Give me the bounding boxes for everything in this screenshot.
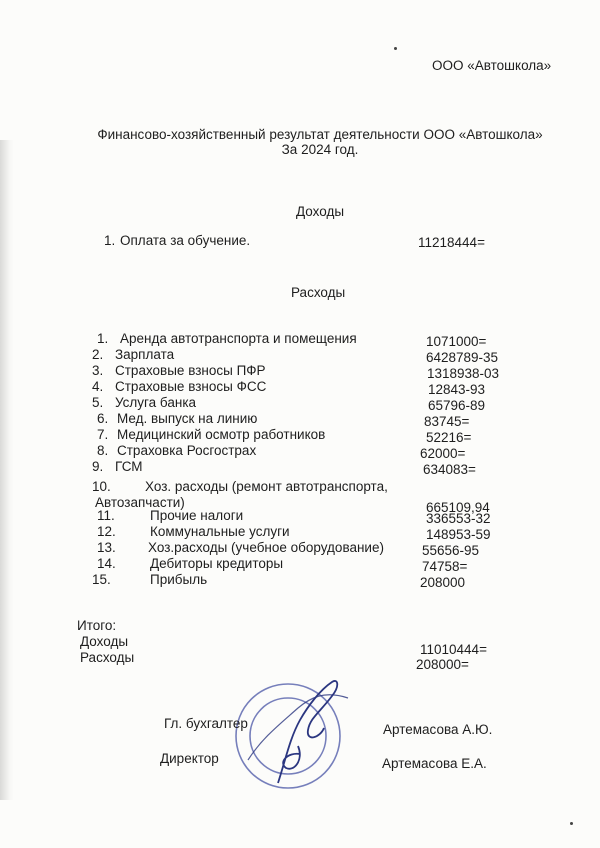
totals-income-value: 11010444= [420, 642, 487, 657]
expense-item-number: 15. [92, 572, 111, 587]
expense-item-label: Медицинский осмотр работников [117, 427, 326, 442]
speck [394, 47, 397, 50]
expense-item-label: Прочие налоги [150, 508, 244, 523]
expense-item-label: Мед. выпуск на линию [117, 411, 258, 426]
totals-expense-value: 208000= [416, 657, 469, 672]
expense-item-label: ГСМ [115, 459, 143, 474]
expense-item-value: 208000 [420, 575, 466, 590]
expense-item-value: 83745= [424, 414, 470, 429]
expense-item-value: 1318938-03 [427, 366, 500, 381]
expense-item-label: Прибыль [150, 572, 208, 587]
company-name: ООО «Автошкола» [432, 58, 552, 73]
expense-item-value: 6428789-35 [426, 350, 499, 365]
income-item-number: 1. [104, 233, 116, 248]
expense-item-label: Дебиторы кредиторы [150, 556, 284, 571]
expense-item-number: 13. [97, 540, 116, 555]
totals-expense-label: Расходы [80, 650, 135, 665]
expense-item-label: Страховые взносы ФСС [115, 379, 267, 394]
expense-item-number: 3. [92, 363, 104, 378]
speck [570, 822, 573, 825]
expense-item-number: 7. [97, 427, 109, 442]
expense-item-label-cont: Автозапчасти) [95, 495, 185, 510]
expense-item-number: 4. [92, 379, 104, 394]
director-name: Артемасова Е.А. [382, 756, 487, 771]
expense-item-number: 5. [92, 395, 104, 410]
document-title: Финансово-хозяйственный результат деятельности ООО «Автошкола» [97, 127, 543, 142]
accountant-name: Артемасова А.Ю. [383, 722, 493, 737]
expense-item-label: Зарплата [115, 347, 175, 362]
document-period: За 2024 год. [281, 142, 359, 157]
expense-item-label: Коммунальные услуги [150, 524, 290, 539]
expense-item-value: 1071000= [426, 334, 487, 349]
expense-item-value: 12843-93 [428, 382, 486, 397]
expense-item-value: 62000= [420, 446, 466, 461]
expense-item-value: 665109,94 [426, 500, 490, 515]
expense-item-number: 6. [97, 411, 109, 426]
income-item-value: 11218444= [418, 235, 485, 250]
expense-item-value: 52216= [426, 430, 472, 445]
income-heading: Доходы [296, 204, 345, 219]
expense-item-value: 634083= [423, 462, 476, 477]
expense-item-number: 8. [97, 443, 109, 458]
expense-item-label: Аренда автотранспорта и помещения [120, 331, 357, 346]
expense-item-number: 14. [97, 556, 116, 571]
accountant-title: Гл. бухгалтер [164, 716, 248, 731]
expense-item-value: 55656-95 [422, 543, 480, 558]
expense-item-label: Услуга банка [115, 395, 197, 410]
expense-item-number: 12. [97, 524, 116, 539]
totals-heading: Итого: [77, 618, 117, 633]
accountant-signature [248, 695, 348, 760]
expense-item-number: 10. [92, 479, 111, 494]
expense-item-label: Страховка Росгострах [117, 443, 257, 458]
expense-item-label: Страховые взносы ПФР [115, 363, 266, 378]
expense-item-value: 336553-32 [426, 511, 491, 526]
director-title: Директор [160, 751, 219, 766]
expense-item-number: 11. [97, 508, 115, 523]
income-item-label: Оплата за обучение. [120, 233, 251, 248]
expense-item-number: 9. [92, 459, 104, 474]
expense-item-label: Хоз.расходы (учебное оборудование) [148, 540, 384, 555]
company-seal [228, 668, 358, 796]
expense-item-number: 1. [97, 331, 109, 346]
expense-item-label: Хоз. расходы (ремонт автотранспорта, [145, 479, 388, 494]
totals-income-label: Доходы [80, 634, 129, 649]
scan-shadow [0, 140, 14, 800]
expense-item-number: 2. [92, 347, 104, 362]
expense-item-value: 148953-59 [426, 527, 491, 542]
expense-item-value: 65796-89 [428, 398, 486, 413]
expenses-heading: Расходы [291, 285, 346, 300]
expense-item-value: 74758= [422, 559, 468, 574]
